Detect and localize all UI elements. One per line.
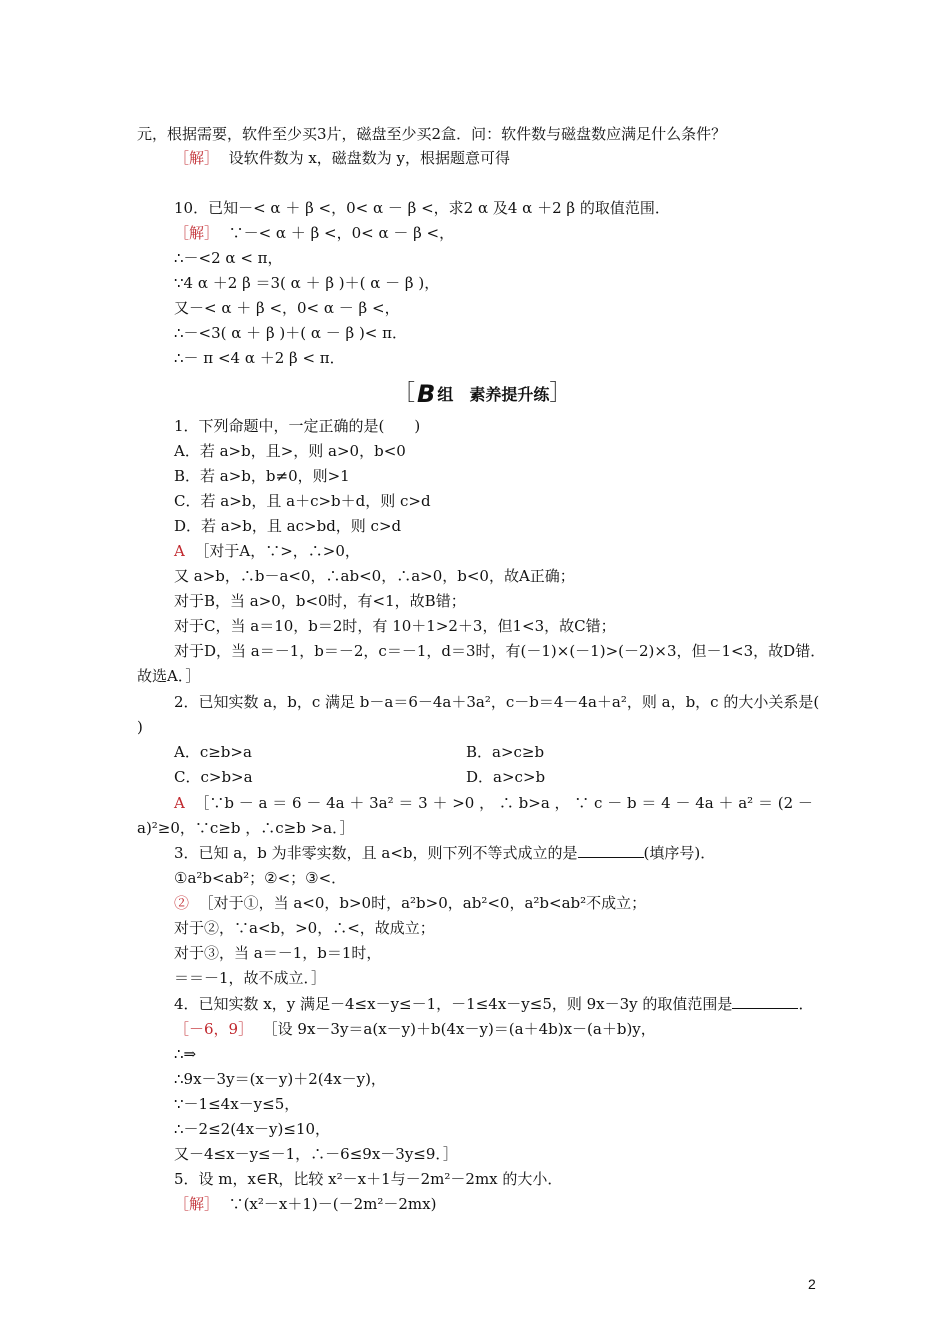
solution-tag: ［解］ <box>174 149 220 167</box>
question-5: 5．设 m，x∈R，比较 x²－x＋1与－2m²－2mx 的大小． <box>174 1170 563 1188</box>
answer-line <box>174 793 813 813</box>
solution-step: ∴－<3( α ＋ β )＋( α － β )< π． <box>174 324 408 342</box>
answer-line <box>174 1019 656 1039</box>
answer-key: ② <box>174 894 190 912</box>
solution-step: ∴－ π <4 α ＋2 β < π． <box>174 349 345 367</box>
solution-text: ∵－< α ＋ β <，0< α － β <， <box>228 224 455 242</box>
question-2: 2．已知实数 a，b，c 满足 b－a＝6－4a＋3a²，c－b＝4－4a＋a²，则 a，b，c 的大小关系是( <box>174 693 820 711</box>
answer-text: ［对于①，当 a<0，b>0时，a²b>0，ab²<0，a²b<ab²不成立； <box>198 894 647 912</box>
question-3 <box>174 843 715 863</box>
text-line: 元，根据需要，软件至少买3片，磁盘至少买2盒．问：软件数与磁盘数应满足什么条件？ <box>137 125 727 143</box>
solution-step: 对于③，当 a＝－1，b＝1时， <box>174 944 382 962</box>
solution-line <box>174 148 510 168</box>
question-3-options: ①a²b<ab²；②<；③<． <box>174 869 347 887</box>
solution-text: 设软件数为 x，磁盘数为 y，根据题意可得 <box>228 149 511 167</box>
answer-line <box>174 541 360 561</box>
solution-step: ∴－<2 α < π， <box>174 249 283 267</box>
solution-step: 对于C，当 a＝10，b＝2时，有 10＋1>2＋3，但1<3，故C错； <box>174 617 616 635</box>
question-3-suffix: (填序号)． <box>643 844 716 862</box>
question-3-text: 3．已知 a，b 为非零实数，且 a<b，则下列不等式成立的是 <box>174 844 578 862</box>
answer-text: ［∵b － a ＝ 6 － 4a ＋ 3a² ＝ 3 ＋ >0 ， ∴ b>a ， ∵ c － b ＝ 4 － 4a ＋ a² ＝ (2 － <box>194 794 813 812</box>
bracket-left: ［ <box>393 381 416 406</box>
solution-step: 又－< α ＋ β <，0< α － β <， <box>174 299 400 317</box>
question-1: 1．下列命题中，一定正确的是( ) <box>174 417 421 435</box>
solution-step: 又－4≤x－y≤－1，∴－6≤9x－3y≤9．］ <box>174 1145 458 1163</box>
solution-step: ∵－1≤4x－y≤5， <box>174 1095 300 1113</box>
solution-step: 故选A．］ <box>137 667 201 685</box>
bracket-right: ］ <box>549 381 572 406</box>
solution-step: a)²≥0，∵c≥b ，∴c≥b >a．］ <box>137 819 355 837</box>
answer-line <box>174 893 646 913</box>
solution-tag: ［解］ <box>174 1195 220 1213</box>
solution-step: ∵4 α ＋2 β ＝3( α ＋ β )＋( α － β )， <box>174 274 440 292</box>
solution-step: ∴⇒ <box>174 1045 197 1063</box>
question-4 <box>174 994 813 1014</box>
solution-line <box>174 1194 436 1214</box>
option-a: A．c≥b>a <box>174 743 252 761</box>
answer-key: A <box>174 542 185 560</box>
solution-step: 对于②，∵a<b，>0，∴<，故成立； <box>174 919 435 937</box>
solution-step: 对于D，当 a＝－1，b＝－2，c＝－1，d＝3时，有(－1)×(－1)>(－2)×3，但－1<3，故D错． <box>174 642 826 660</box>
section-heading <box>393 380 571 408</box>
question-2-cont: ) <box>137 718 143 736</box>
answer-blank <box>732 994 798 1009</box>
section-letter-b: B <box>417 380 436 408</box>
question-4-text: 4．已知实数 x，y 满足－4≤x－y≤－1，－1≤4x－y≤5，则 9x－3y 的取值范围是 <box>174 995 733 1013</box>
option-c: C．c>b>a <box>174 768 253 786</box>
option-d: D．若 a>b，且 ac>bd，则 c>d <box>174 517 402 535</box>
answer-text: ［对于A，∵>，∴>0， <box>194 542 360 560</box>
option-b: B．a>c≥b <box>466 743 545 761</box>
solution-step: 又 a>b，∴b－a<0，∴ab<0，∴a>0，b<0，故A正确； <box>174 567 575 585</box>
page-number: 2 <box>808 1276 816 1292</box>
answer-blank <box>578 843 644 858</box>
solution-line <box>174 223 454 243</box>
answer-key: ［－6，9］ <box>174 1020 254 1038</box>
solution-step: ∴9x－3y＝(x－y)＋2(4x－y)， <box>174 1070 386 1088</box>
answer-text: ［设 9x－3y＝a(x－y)＋b(4x－y)＝(a＋4b)x－(a＋b)y， <box>262 1020 656 1038</box>
option-a: A．若 a>b，且>，则 a>0，b<0 <box>174 442 406 460</box>
solution-step: ＝＝－1，故不成立．］ <box>174 969 327 987</box>
section-heading-text: 组 素养提升练 <box>437 385 550 404</box>
option-b: B．若 a>b，b≠0，则>1 <box>174 467 350 485</box>
answer-key: A <box>174 794 185 812</box>
solution-tag: ［解］ <box>174 224 220 242</box>
question-10: 10．已知－< α ＋ β <，0< α － β <，求2 α 及4 α ＋2 β 的取值范围． <box>174 199 670 217</box>
option-c: C．若 a>b，且 a＋c>b＋d，则 c>d <box>174 492 431 510</box>
solution-text: ∵(x²－x＋1)－(－2m²－2mx) <box>228 1195 437 1213</box>
solution-step: 对于B，当 a>0，b<0时，有<1，故B错； <box>174 592 466 610</box>
solution-step: ∴－2≤2(4x－y)≤10， <box>174 1120 331 1138</box>
question-4-suffix: ． <box>798 995 814 1013</box>
option-d: D．a>c>b <box>466 768 546 786</box>
